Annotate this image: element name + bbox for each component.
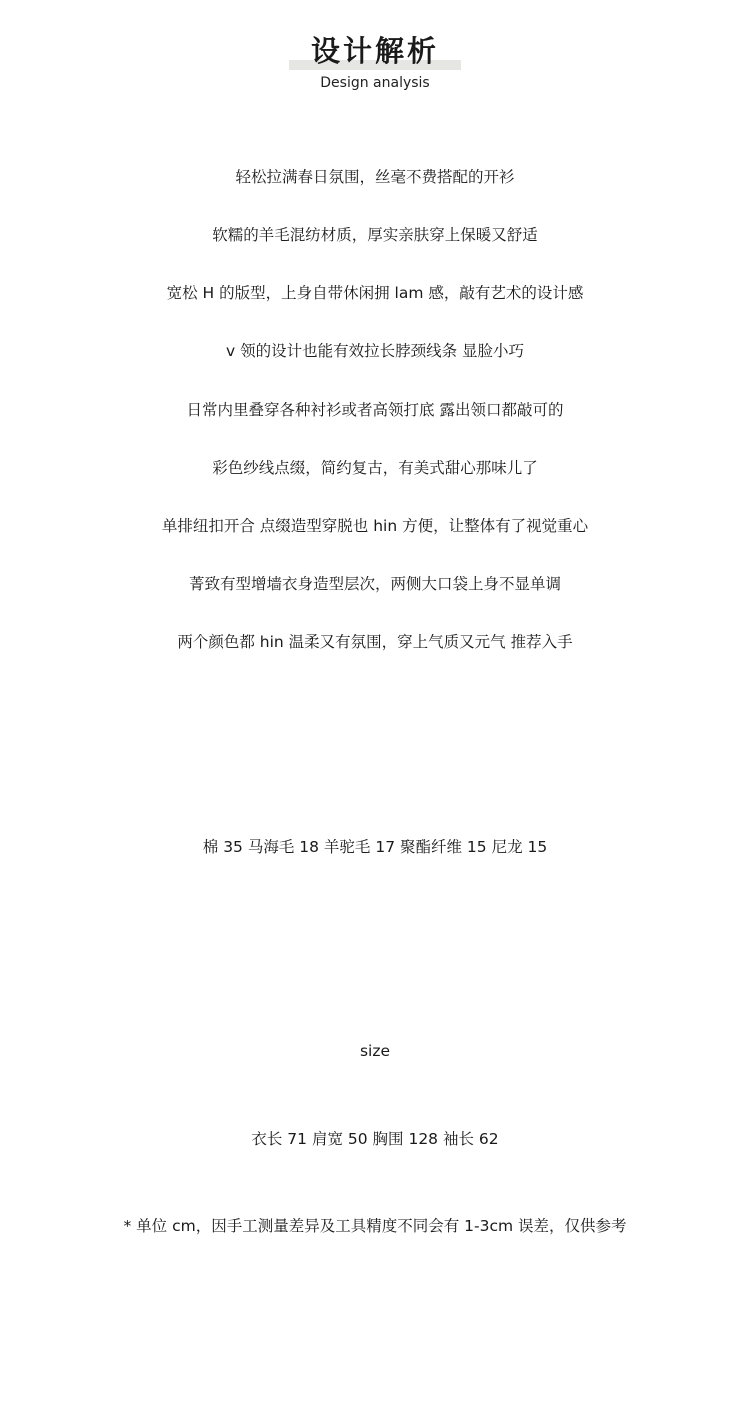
description-line: 菁致有型增墙衣身造型层次，两侧大口袋上身不显单调 (188, 575, 561, 593)
description-line: v 领的设计也能有效拉长脖颈线条 显脸小巧 (225, 342, 525, 360)
section-subtitle: Design analysis (320, 75, 430, 91)
description-line: 软糯的羊毛混纺材质，厚实亲肤穿上保暖又舒适 (212, 226, 538, 244)
measurement-note: * 单位 cm，因手工测量差异及工具精度不同会有 1-3cm 误差，仅供参考 (123, 1217, 627, 1235)
description-line: 两个颜色都 hin 温柔又有氛围，穿上气质又元气 推荐入手 (177, 633, 573, 651)
fabric-composition: 棉 35 马海毛 18 羊驼毛 17 聚酯纤维 15 尼龙 15 (202, 838, 548, 856)
description-line: 轻松拉满春日氛围，丝毫不费搭配的开衫 (235, 168, 515, 186)
size-measurements: 衣长 71 肩宽 50 胸围 128 袖长 62 (251, 1130, 499, 1148)
description-line: 宽松 H 的版型，上身自带休闲拥 lam 感，敲有艺术的设计感 (166, 284, 584, 302)
description-line: 日常内里叠穿各种衬衫或者高领打底 露出领口都敲可的 (186, 401, 564, 419)
section-header (0, 30, 750, 93)
title-block (289, 30, 461, 72)
section-title: 设计解析 (310, 34, 439, 68)
description-line: 单排纽扣开合 点缀造型穿脱也 hin 方便，让整体有了视觉重心 (161, 517, 589, 535)
size-label: size (359, 1042, 391, 1060)
description-line: 彩色纱线点缀，简约复古，有美式甜心那味儿了 (212, 459, 538, 477)
